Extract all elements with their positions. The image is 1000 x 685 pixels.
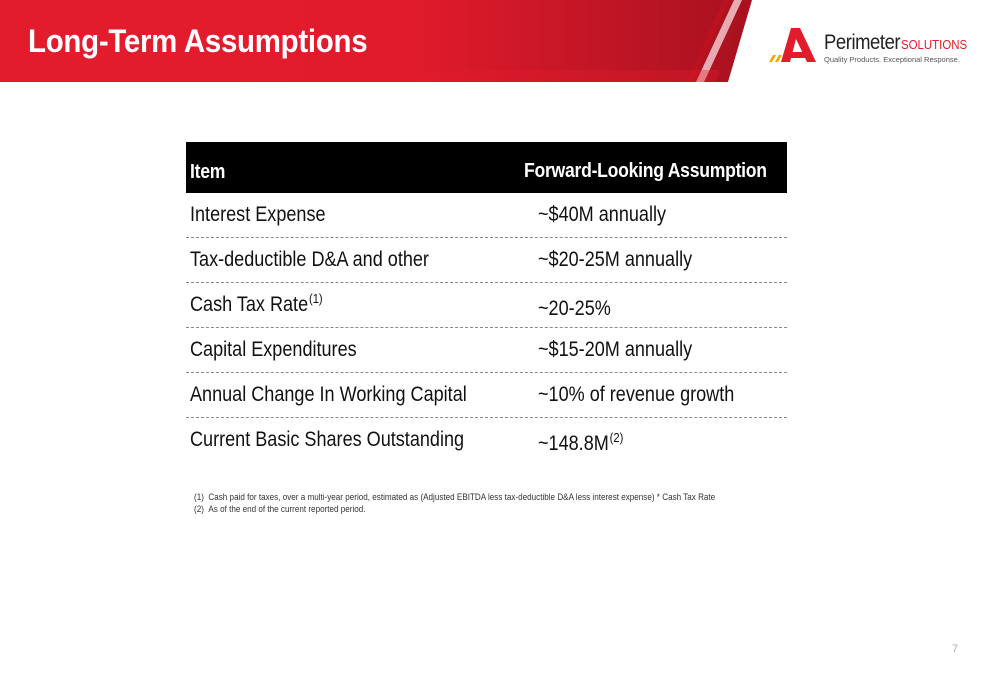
company-logo [766, 26, 981, 70]
row-item [190, 338, 357, 362]
logo-tagline: Quality Products. Exceptional Response. [824, 55, 960, 64]
page-number: 7 [952, 643, 959, 655]
logo-wordmark [824, 32, 967, 56]
row-value-text: ~10% of revenue growth [538, 383, 735, 406]
row-item [190, 428, 464, 452]
table-row [186, 283, 787, 328]
row-item-text: Capital Expenditures [190, 338, 357, 361]
row-item-text: Current Basic Shares Outstanding [190, 428, 465, 451]
footnote-ref-2: (2) [609, 430, 624, 445]
row-value-text: ~$20-25M annually [538, 248, 693, 271]
perimeter-logo-icon [766, 26, 822, 68]
table-row [186, 193, 787, 238]
footnote-number: (1) [194, 492, 204, 502]
logo-name-suffix: SOLUTIONS [901, 37, 968, 52]
footnote-text: Cash paid for taxes, over a multi-year period, estimated as (Adjusted EBITDA less tax-deductible D&A less interest expense) * Cash Tax Rate [208, 492, 716, 502]
row-value-text: ~$15-20M annually [538, 338, 693, 361]
table-row [186, 373, 787, 418]
row-item [190, 248, 429, 272]
row-item [190, 383, 467, 407]
table-row [186, 238, 787, 283]
row-value-text: ~$40M annually [538, 203, 667, 226]
column-header-item: Item [190, 161, 226, 183]
row-value-text: ~148.8M [538, 432, 609, 455]
row-item-text: Interest Expense [190, 203, 326, 226]
table-row [186, 328, 787, 373]
row-value [538, 383, 734, 407]
footnotes [194, 491, 773, 515]
table-row [186, 418, 787, 462]
row-value [538, 203, 666, 227]
assumptions-table [186, 142, 787, 462]
row-value [538, 297, 611, 321]
row-item-text: Tax-deductible D&A and other [190, 248, 429, 271]
row-item-text: Cash Tax Rate [190, 293, 309, 316]
row-value-text: ~20-25% [538, 297, 611, 320]
footnote-ref-1: (1) [308, 291, 323, 306]
logo-name: Perimeter [824, 31, 901, 54]
footnote [194, 503, 715, 515]
table-header-row [186, 142, 787, 193]
footnote-text: As of the end of the current reported period. [208, 504, 366, 514]
footnote [194, 491, 715, 503]
row-value [538, 248, 692, 272]
column-header-assumption: Forward-Looking Assumption [524, 160, 767, 182]
row-item-text: Annual Change In Working Capital [190, 383, 467, 406]
row-value [538, 432, 623, 456]
page-title: Long-Term Assumptions [28, 23, 368, 59]
row-item [190, 293, 323, 317]
row-value [538, 338, 692, 362]
footnote-number: (2) [194, 504, 204, 514]
row-item [190, 203, 326, 227]
